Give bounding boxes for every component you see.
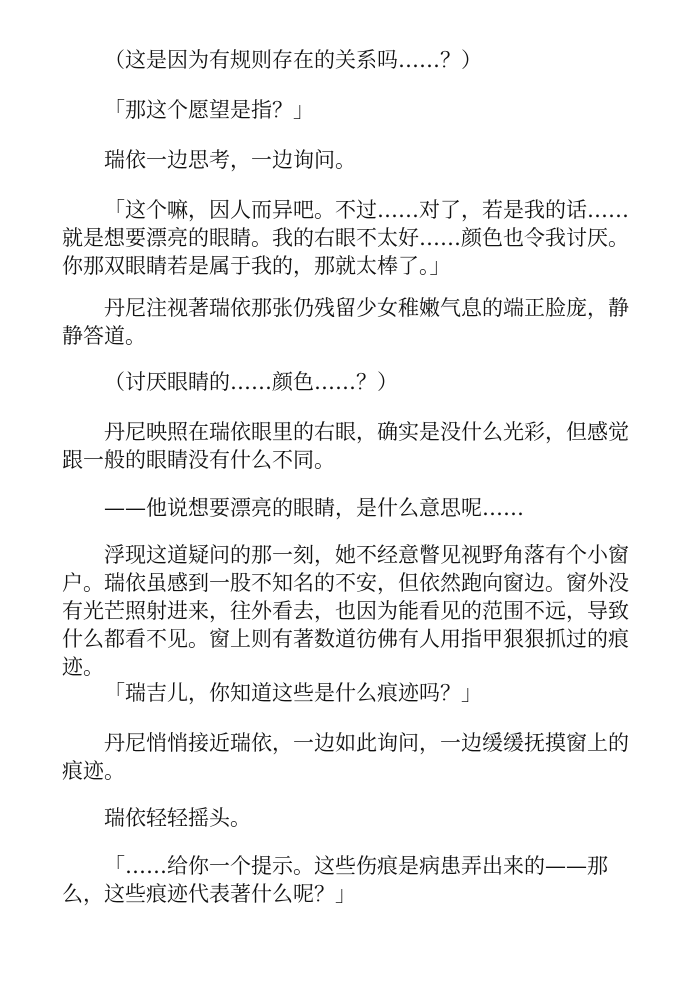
paragraph-11: 丹尼悄悄接近瑞依，一边如此询问，一边缓缓抚摸窗上的痕迹。 (62, 731, 629, 783)
paragraph-8: ——他说想要漂亮的眼睛，是什么意思呢…… (104, 496, 524, 520)
paragraph-3: 瑞依一边思考，一边询问。 (104, 148, 356, 172)
paragraph-4: 「这个嘛，因人而异吧。不过……对了，若是我的话……就是想要漂亮的眼睛。我的右眼不太好……颜色也令我讨厌。你那双眼睛若是属于我的，那就太棒了。」 (62, 198, 629, 278)
paragraph-7: 丹尼映照在瑞依眼里的右眼，确实是没什么光彩，但感觉跟一般的眼睛没有什么不同。 (62, 420, 629, 472)
paragraph-2: 「那这个愿望是指？」 (104, 98, 314, 122)
paragraph-9: 浮现这道疑问的那一刻，她不经意瞥见视野角落有个小窗户。瑞依虽感到一股不知名的不安，但依然跑向窗边。窗外没有光芒照射进来，往外看去，也因为能看见的范围不远，导致什么都看不见。窗上则有著数道彷佛有人用指甲狠狠抓过的痕迹。 (62, 543, 629, 679)
paragraph-13: 「……给你一个提示。这些伤痕是病患弄出来的——那么，这些痕迹代表著什么呢？」 (62, 854, 608, 906)
paragraph-6: （讨厌眼睛的……颜色……？） (104, 370, 398, 394)
paragraph-1: （这是因为有规则存在的关系吗……？） (104, 48, 482, 72)
paragraph-5: 丹尼注视著瑞依那张仍残留少女稚嫩气息的端正脸庞，静静答道。 (62, 296, 629, 348)
paragraph-12: 瑞依轻轻摇头。 (104, 806, 251, 830)
paragraph-10: 「瑞吉儿，你知道这些是什么痕迹吗？」 (104, 681, 482, 705)
